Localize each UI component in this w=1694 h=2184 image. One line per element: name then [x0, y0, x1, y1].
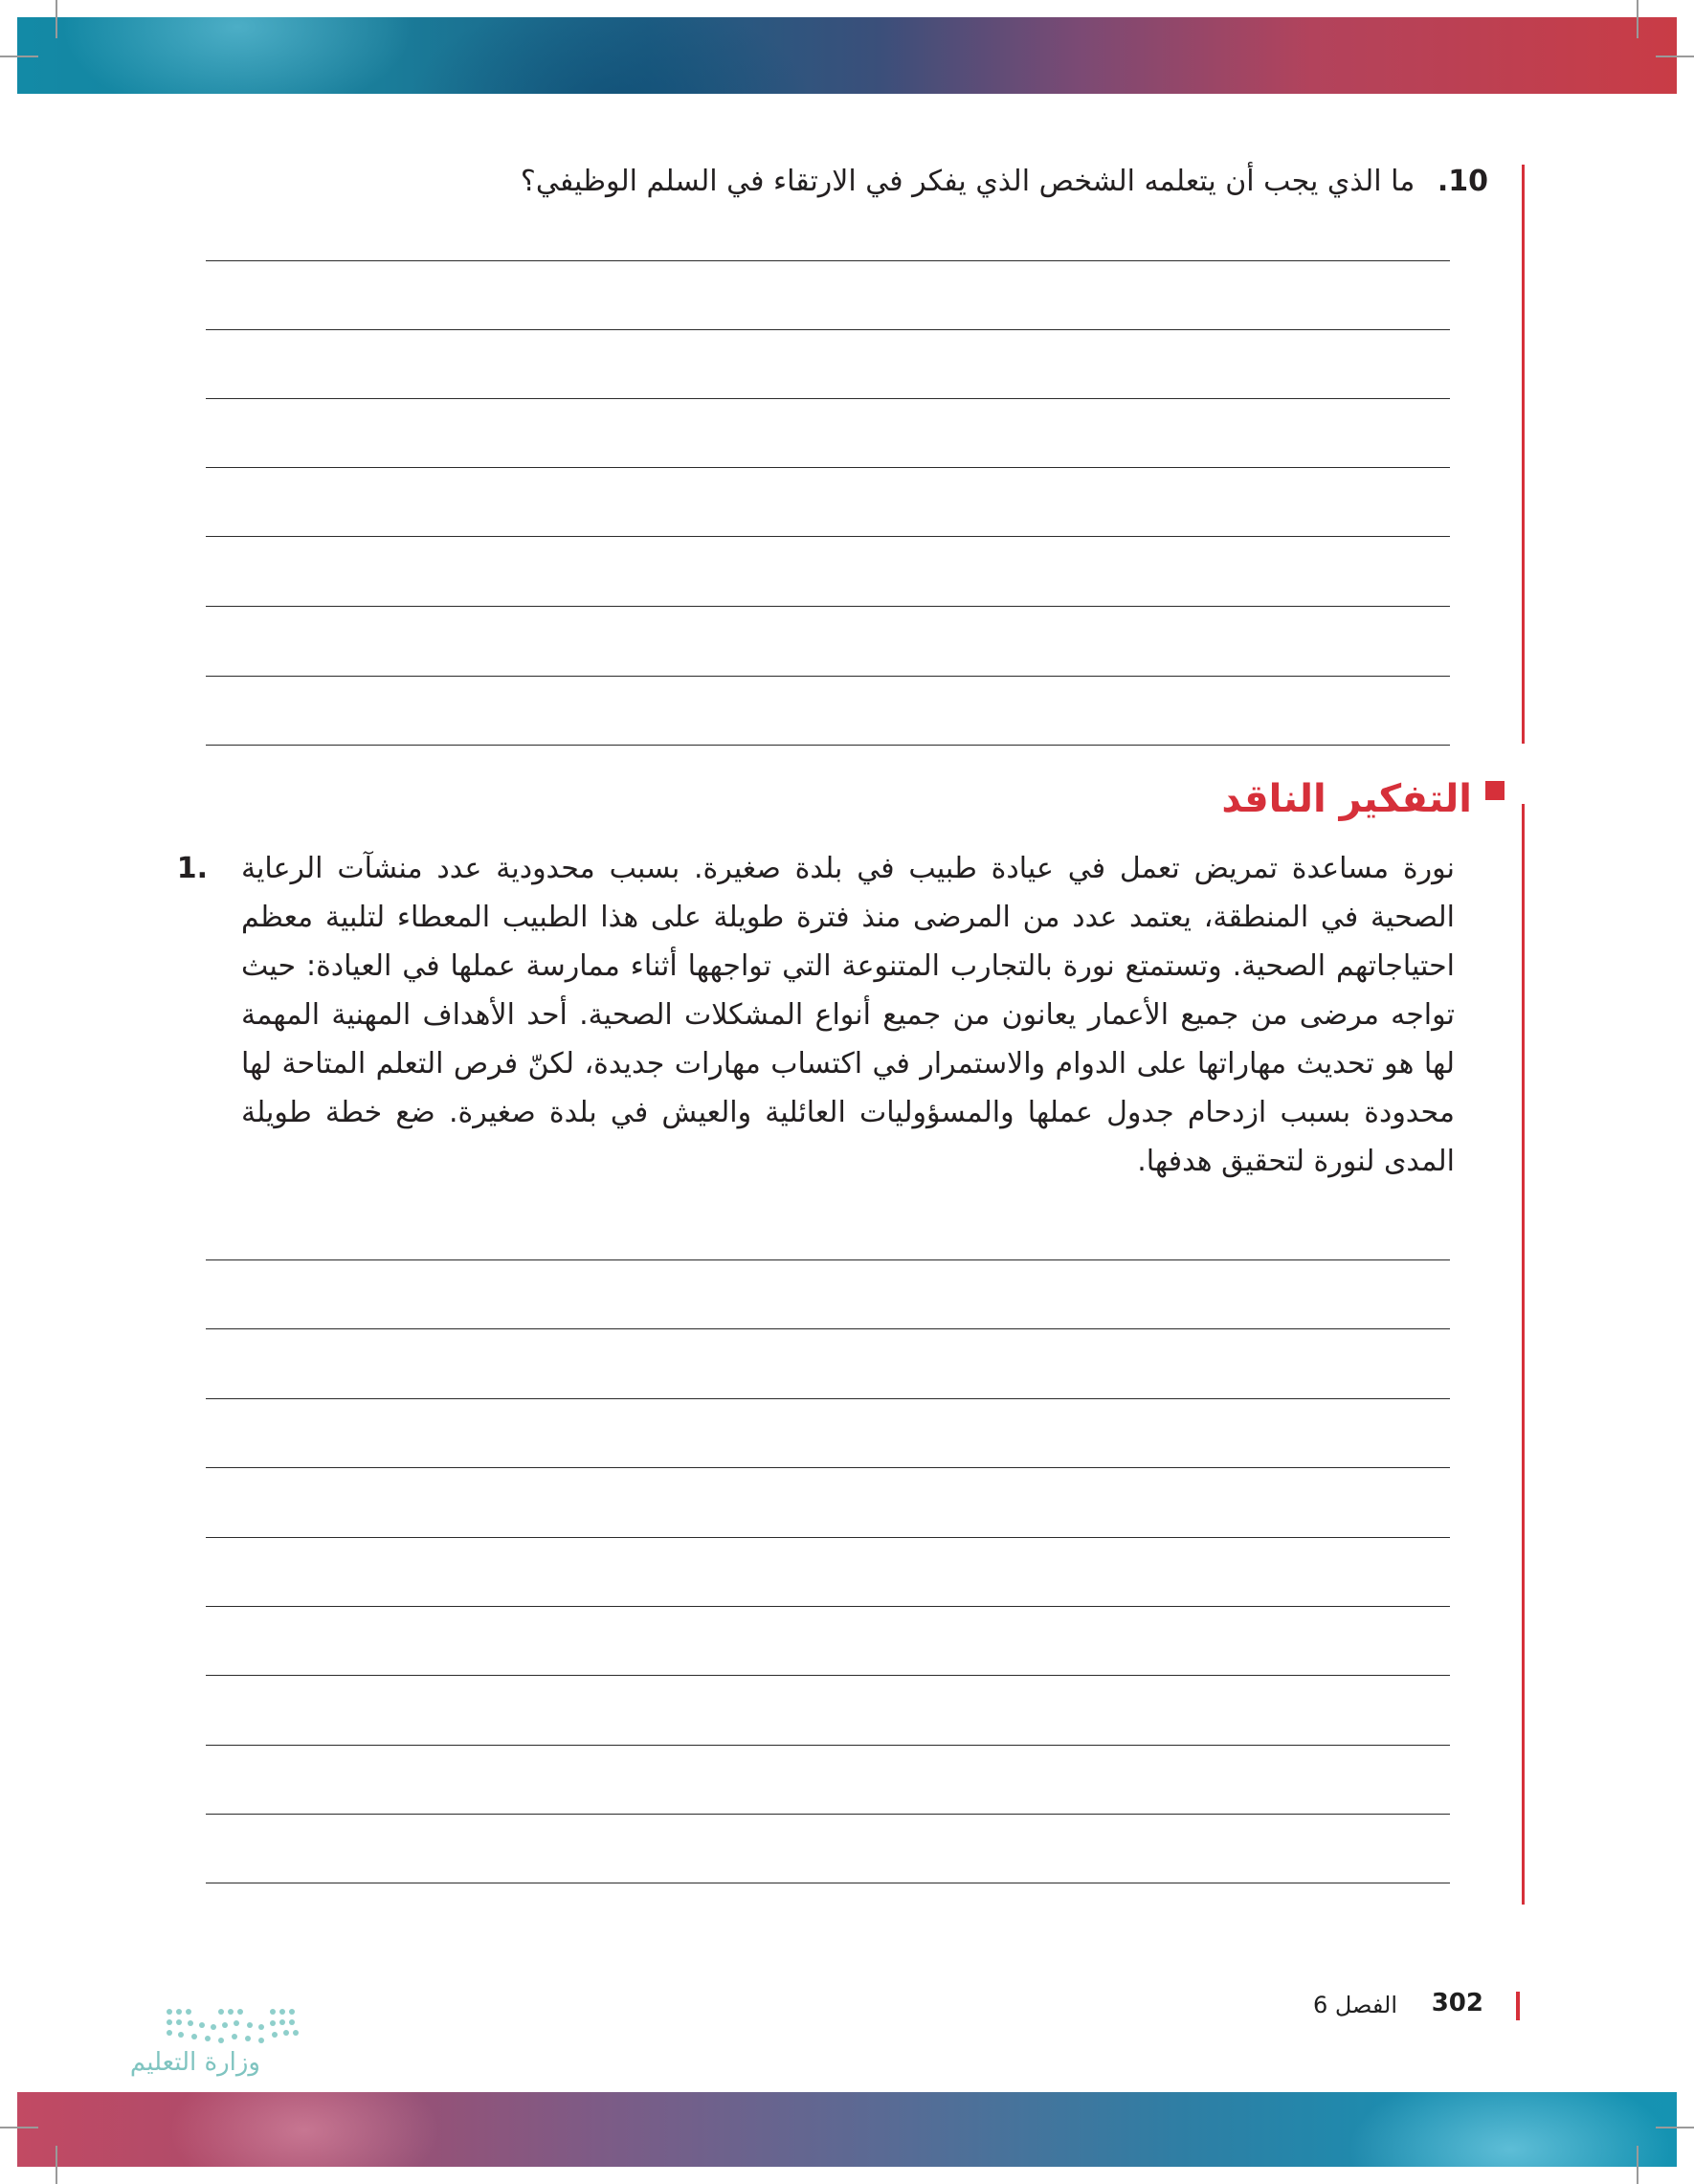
section-heading: [1221, 777, 1505, 821]
answer-line[interactable]: [206, 745, 1450, 746]
answer-line[interactable]: [206, 1328, 1450, 1329]
answer-line[interactable]: [206, 1814, 1450, 1815]
section-marker-square: [1485, 781, 1505, 800]
answer-line[interactable]: [206, 398, 1450, 399]
question-10: [196, 163, 1488, 201]
answer-line[interactable]: [206, 606, 1450, 607]
exercise-number: 1.: [176, 852, 208, 885]
chapter-label: الفصل 6: [1312, 1992, 1397, 2018]
crop-mark: [1637, 0, 1638, 38]
crop-mark: [56, 2146, 57, 2184]
crop-mark: [1656, 56, 1694, 57]
answer-line[interactable]: [206, 467, 1450, 468]
answer-line[interactable]: [206, 1467, 1450, 1468]
crop-mark: [1637, 2146, 1638, 2184]
margin-rule: [1522, 804, 1525, 1905]
crop-mark: [56, 0, 57, 38]
answer-line[interactable]: [206, 1537, 1450, 1538]
crop-mark: [1656, 2127, 1694, 2128]
ministry-logo-text: وزارة التعليم: [129, 2048, 260, 2077]
answer-line[interactable]: [206, 1606, 1450, 1607]
answer-line[interactable]: [206, 536, 1450, 537]
crop-mark: [0, 56, 38, 57]
answer-line[interactable]: [206, 1398, 1450, 1399]
answer-line[interactable]: [206, 1745, 1450, 1746]
answer-line[interactable]: [206, 676, 1450, 677]
answer-line[interactable]: [206, 1259, 1450, 1260]
answer-line[interactable]: [206, 1675, 1450, 1676]
question-number: 10.: [1437, 165, 1488, 198]
ministry-logo-icon: [91, 1991, 321, 2096]
footer-marker: [1516, 1992, 1520, 2020]
bottom-banner: [17, 2092, 1677, 2167]
crop-mark: [0, 2127, 38, 2128]
page-number: 302: [1431, 1989, 1483, 2017]
question-text: ما الذي يجب أن يتعلمه الشخص الذي يفكر في الارتقاء في السلم الوظيفي؟: [520, 165, 1415, 198]
top-banner: [17, 17, 1677, 94]
exercise-text: نورة مساعدة تمريض تعمل في عيادة طبيب في بلدة صغيرة. بسبب محدودية عدد منشآت الرعاية الصحية في المنطقة، يعتمد عدد من المرضى منذ فترة طويلة على هذا الطبيب المعطاء لتلبية معظم احتياجاتهم الصحية. وتستمتع نورة بالتجارب المتنوعة التي تواجهها أثناء ممارسة عملها في العيادة: حيث تواجه مرضى من جميع الأعمار يعانون من جميع أنواع المشكلات الصحية. أحد الأهداف المهنية المهمة لها هو تحديث مهاراتها على الدوام والاستمرار في اكتساب مهارات جديدة، لكنّ فرص التعلم المتاحة لها محدودة بسبب ازدحام جدول عملها والمسؤوليات العائلية والعيش في بلدة صغيرة. ضع خطة طويلة المدى لنورة لتحقيق هدفها.: [241, 852, 1455, 1178]
answer-line[interactable]: [206, 329, 1450, 330]
margin-rule: [1522, 165, 1525, 744]
section-title: التفكير الناقد: [1221, 777, 1472, 821]
answer-line[interactable]: [206, 260, 1450, 261]
